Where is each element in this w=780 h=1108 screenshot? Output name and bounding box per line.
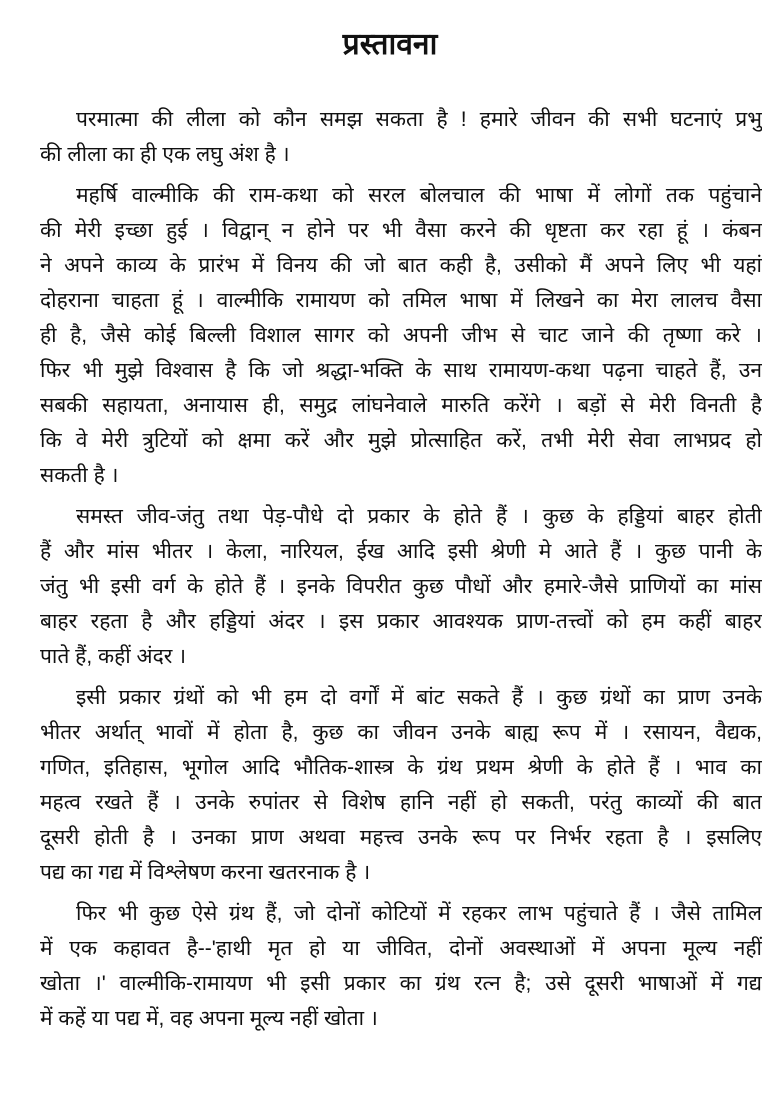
text-line: महर्षि वाल्मीकि की राम-कथा को सरल बोलचाल की भाषा में लोगों तक पहुंचाने (76, 184, 762, 207)
text-line: बाहर रहता है और हड्डियां अंदर । इस प्रकार आवश्यक प्राण-तत्त्वों को हम कहीं बाहर (40, 610, 762, 633)
page-title: प्रस्तावना (342, 28, 438, 61)
text-line: खोता ।' वाल्मीकि-रामायण भी इसी प्रकार का ग्रंथ रत्न है; उसे दूसरी भाषाओं में गद्य (40, 972, 762, 995)
paragraph (40, 680, 762, 890)
text-line: गणित, इतिहास, भूगोल आदि भौतिक-शास्त्र के ग्रंथ प्रथम श्रेणी के होते हैं । भाव का (40, 756, 762, 779)
text-line: महत्व रखते हैं । उनके रुपांतर से विशेष हानि नहीं हो सकती, परंतु काव्यों की बात (40, 791, 762, 814)
paragraph (40, 102, 762, 172)
text-line: दोहराना चाहता हूं । वाल्मीकि रामायण को तमिल भाषा में लिखने का मेरा लालच वैसा (40, 289, 762, 312)
text-line: जंतु भी इसी वर्ग के होते हैं । इनके विपरीत कुछ पौधों और हमारे-जैसे प्राणियों का मांस (40, 575, 762, 598)
text-line: में एक कहावत है--'हाथी मृत हो या जीवित, दोनों अवस्थाओं में अपना मूल्य नहीं (40, 937, 762, 960)
text-line: ही है, जैसे कोई बिल्ली विशाल सागर को अपनी जीभ से चाट जाने की तृष्णा करे । (40, 324, 762, 347)
text-line: की लीला का ही एक लघु अंश है । (40, 143, 290, 166)
document-body (40, 102, 762, 1042)
text-line: दूसरी होती है । उनका प्राण अथवा महत्त्व उनके रूप पर निर्भर रहता है । इसलिए (40, 826, 762, 849)
text-line: इसी प्रकार ग्रंथों को भी हम दो वर्गों में बांट सकते हैं । कुछ ग्रंथों का प्राण उनके (76, 686, 762, 709)
text-line: हैं और मांस भीतर । केला, नारियल, ईख आदि इसी श्रेणी मे आते हैं । कुछ पानी के (40, 540, 762, 563)
text-line: की मेरी इच्छा हुई । विद्वान् न होने पर भी वैसा करने की धृष्टता कर रहा हूं । कंबन (40, 219, 762, 242)
text-line: फिर भी कुछ ऐसे ग्रंथ हैं, जो दोनों कोटियों में रहकर लाभ पहुंचाते हैं । जैसे तामिल (76, 902, 762, 925)
text-line: फिर भी मुझे विश्वास है कि जो श्रद्धा-भक्ति के साथ रामायण-कथा पढ़ना चाहते हैं, उन (40, 359, 762, 382)
text-line: परमात्मा की लीला को कौन समझ सकता है ! हमारे जीवन की सभी घटनाएं प्रभु (76, 108, 762, 131)
paragraph (40, 499, 762, 674)
text-line: सबकी सहायता, अनायास ही, समुद्र लांघनेवाले मारुति करेंगे । बड़ों से मेरी विनती है (40, 394, 762, 417)
text-line: समस्त जीव-जंतु तथा पेड़-पौधे दो प्रकार के होते हैं । कुछ के हड्डियां बाहर होती (76, 505, 762, 528)
text-line: पाते हैं, कहीं अंदर । (40, 645, 187, 668)
text-line: कि वे मेरी त्रुटियों को क्षमा करें और मुझे प्रोत्साहित करें, तभी मेरी सेवा लाभप्रद हो (40, 429, 762, 452)
paragraph (40, 896, 762, 1036)
text-line: ने अपने काव्य के प्रारंभ में विनय की जो बात कही है, उसीको मैं अपने लिए भी यहां (40, 254, 762, 277)
text-line: पद्य का गद्य में विश्लेषण करना खतरनाक है । (40, 861, 371, 884)
paragraph (40, 178, 762, 493)
text-line: सकती है । (40, 464, 119, 487)
text-line: में कहें या पद्य में, वह अपना मूल्य नहीं खोता । (40, 1007, 378, 1030)
text-line: भीतर अर्थात् भावों में होता है, कुछ का जीवन उनके बाह्य रूप में । रसायन, वैद्यक, (40, 721, 762, 744)
